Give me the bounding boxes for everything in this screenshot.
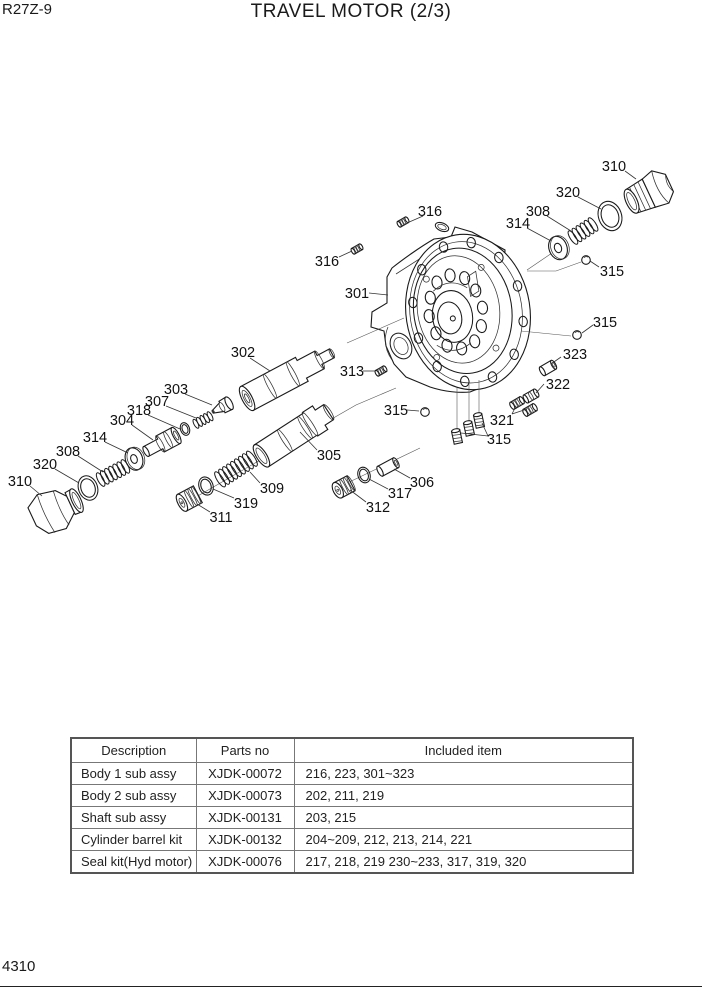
cell-description: Cylinder barrel kit bbox=[71, 829, 196, 851]
model-code: R27Z-9 bbox=[2, 1, 53, 18]
callout-305: 305 bbox=[316, 448, 342, 464]
table-row bbox=[71, 763, 633, 785]
callout-313: 313 bbox=[339, 364, 365, 380]
callout-315-bottom: 315 bbox=[486, 432, 512, 448]
callout-319: 319 bbox=[233, 496, 259, 512]
callout-306: 306 bbox=[409, 475, 435, 491]
cell-parts-no: XJDK-00072 bbox=[196, 763, 294, 785]
part-313-pin bbox=[374, 365, 388, 377]
callout-323: 323 bbox=[562, 347, 588, 363]
part-315-plug-3 bbox=[473, 412, 484, 428]
callout-320-left: 320 bbox=[32, 457, 58, 473]
part-323-pin bbox=[538, 359, 558, 376]
callout-315-upper: 315 bbox=[599, 264, 625, 280]
callout-318: 318 bbox=[126, 403, 152, 419]
part-309-spring bbox=[213, 450, 259, 489]
callout-314-left: 314 bbox=[82, 430, 108, 446]
callout-310-left: 310 bbox=[7, 474, 33, 490]
callout-308-left: 308 bbox=[55, 444, 81, 460]
col-header-included: Included item bbox=[294, 738, 633, 763]
table-row bbox=[71, 851, 633, 874]
callout-302: 302 bbox=[230, 345, 256, 361]
cell-description: Seal kit(Hyd motor) bbox=[71, 851, 196, 874]
col-header-description: Description bbox=[71, 738, 196, 763]
motor-body bbox=[371, 221, 541, 399]
callout-301: 301 bbox=[344, 286, 370, 302]
cell-description: Body 2 sub assy bbox=[71, 785, 196, 807]
table-header-row bbox=[71, 738, 633, 763]
callout-315-left: 315 bbox=[383, 403, 409, 419]
part-314-washer-right bbox=[545, 233, 572, 262]
part-308-spring-right bbox=[566, 216, 599, 245]
cell-parts-no: XJDK-00131 bbox=[196, 807, 294, 829]
part-310-hex-plug-left bbox=[25, 479, 90, 540]
callout-304: 304 bbox=[109, 413, 135, 429]
part-312-plug bbox=[330, 475, 357, 500]
callout-312: 312 bbox=[365, 500, 391, 516]
cell-included: 202, 211, 219 bbox=[294, 785, 633, 807]
callout-320-right: 320 bbox=[555, 185, 581, 201]
callout-322: 322 bbox=[545, 377, 571, 393]
callout-316-top: 316 bbox=[417, 204, 443, 220]
part-307-spring bbox=[192, 411, 214, 429]
part-322-pin bbox=[522, 388, 540, 404]
part-316-pin-left bbox=[350, 243, 364, 255]
part-316-pin-top bbox=[396, 216, 410, 228]
part-320-o-ring-right bbox=[594, 198, 626, 234]
page-title: TRAVEL MOTOR (2/3) bbox=[250, 1, 452, 22]
callout-308-right: 308 bbox=[525, 204, 551, 220]
callout-314-right: 314 bbox=[505, 216, 531, 232]
part-319-o-ring bbox=[196, 475, 216, 497]
col-header-parts-no: Parts no bbox=[196, 738, 294, 763]
part-303-poppet bbox=[209, 396, 235, 419]
cell-description: Shaft sub assy bbox=[71, 807, 196, 829]
table-row bbox=[71, 829, 633, 851]
table-row bbox=[71, 785, 633, 807]
table-row bbox=[71, 807, 633, 829]
part-306-pin bbox=[376, 457, 401, 477]
part-315-ball-upper-right bbox=[582, 256, 591, 265]
cell-included: 217, 218, 219 230~233, 317, 319, 320 bbox=[294, 851, 633, 874]
callout-311: 311 bbox=[209, 510, 233, 526]
part-315-plug-1 bbox=[451, 428, 462, 444]
callout-315-mid: 315 bbox=[592, 315, 618, 331]
cell-parts-no: XJDK-00132 bbox=[196, 829, 294, 851]
cell-included: 216, 223, 301~323 bbox=[294, 763, 633, 785]
part-310-hex-plug-right bbox=[619, 166, 677, 219]
part-311-plug bbox=[174, 486, 202, 513]
cell-parts-no: XJDK-00073 bbox=[196, 785, 294, 807]
callout-321: 321 bbox=[489, 413, 515, 429]
callout-303: 303 bbox=[163, 382, 189, 398]
part-304-valve bbox=[140, 426, 183, 460]
cell-parts-no: XJDK-00076 bbox=[196, 851, 294, 874]
cell-included: 204~209, 212, 213, 214, 221 bbox=[294, 829, 633, 851]
cell-description: Body 1 sub assy bbox=[71, 763, 196, 785]
page-number: 4310 bbox=[2, 958, 36, 975]
bottom-rule bbox=[0, 986, 702, 987]
callout-317: 317 bbox=[387, 486, 413, 502]
part-318-o-ring bbox=[179, 421, 192, 436]
cell-included: 203, 215 bbox=[294, 807, 633, 829]
parts-table bbox=[70, 737, 634, 874]
part-315-ball-left bbox=[421, 408, 430, 417]
callout-310-right: 310 bbox=[601, 159, 627, 175]
part-315-ball-mid-right bbox=[573, 331, 582, 340]
callout-316-left: 316 bbox=[314, 254, 340, 270]
callout-307: 307 bbox=[144, 394, 170, 410]
callout-309: 309 bbox=[259, 481, 285, 497]
